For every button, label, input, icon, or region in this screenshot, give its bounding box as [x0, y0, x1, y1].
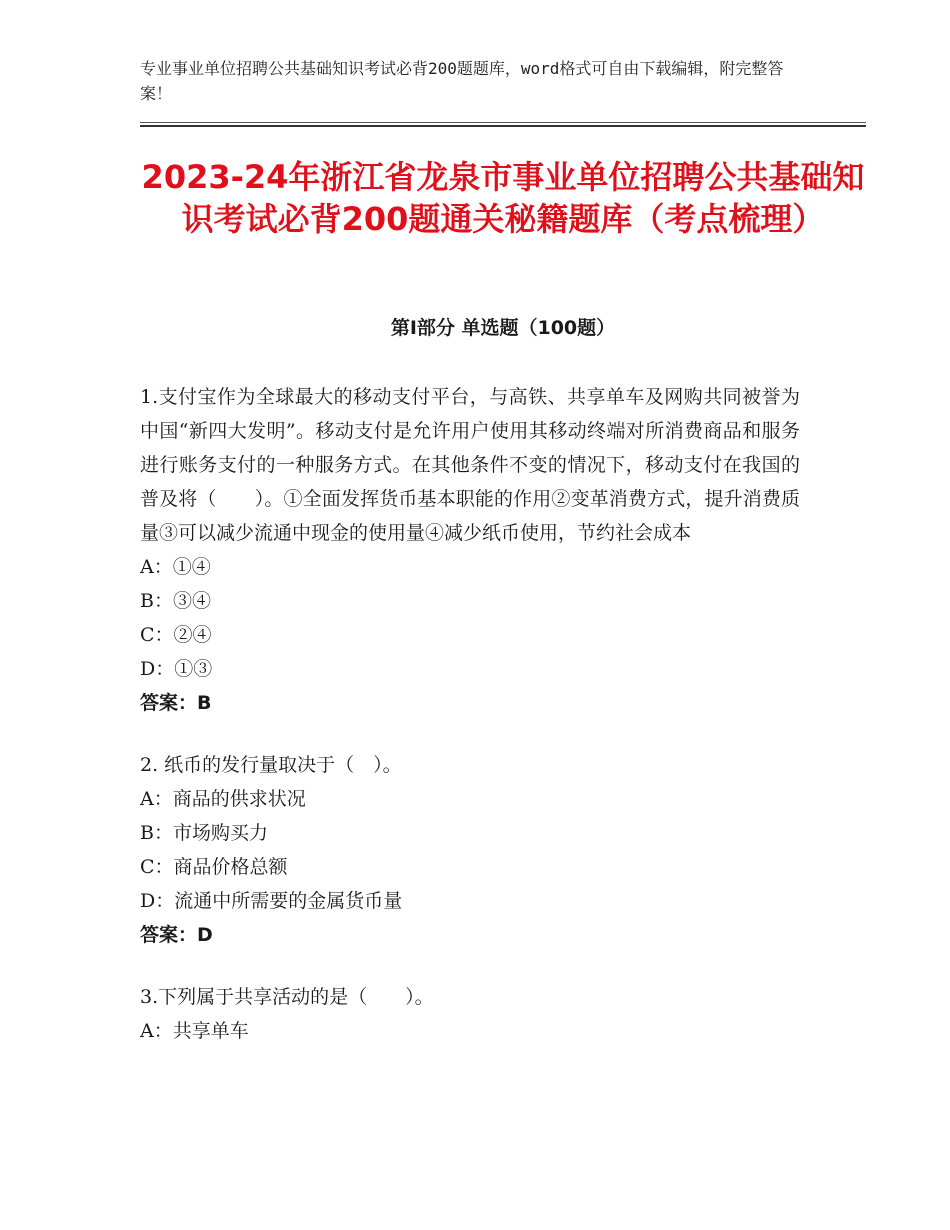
question-stem: 2. 纸币的发行量取决于（ ）。	[140, 754, 402, 776]
option-d: D：流通中所需要的金属货币量	[140, 890, 403, 912]
question-3	[140, 980, 800, 1048]
question-1	[140, 380, 800, 720]
option-b: B：市场购买力	[140, 822, 268, 844]
document-title: 2023-24年浙江省龙泉市事业单位招聘公共基础知识考试必背200题通关秘籍题库（考点梳理）	[141, 158, 865, 238]
option-c: C：商品价格总额	[140, 856, 288, 878]
header-note: 专业事业单位招聘公共基础知识考试必背200题题库，word格式可自由下载编辑，附完整答案！	[140, 59, 784, 103]
question-list	[140, 380, 800, 1076]
answer: 答案：B	[140, 692, 212, 714]
option-a: A：共享单车	[140, 1020, 249, 1042]
option-d: D：①③	[140, 658, 213, 680]
question-stem: 3.下列属于共享活动的是（ ）。	[140, 986, 434, 1008]
header-divider-thin	[140, 122, 866, 123]
answer: 答案：D	[140, 924, 213, 946]
option-a: A：①④	[140, 556, 211, 578]
option-b: B：③④	[140, 590, 211, 612]
question-2	[140, 748, 800, 952]
header-divider-thick	[140, 125, 866, 127]
question-stem: 1.支付宝作为全球最大的移动支付平台，与高铁、共享单车及网购共同被誉为中国“新四大发明”。移动支付是允许用户使用其移动终端对所消费商品和服务进行账务支付的一种服务方式。在其他条件不变的情况下，移动支付在我国的普及将（ ）。①全面发挥货币基本职能的作用②变革消费方式，提升消费质量③可以减少流通中现金的使用量④减少纸币使用，节约社会成本	[140, 386, 800, 544]
option-c: C：②④	[140, 624, 212, 646]
section-title: 第Ⅰ部分 单选题（100题）	[390, 317, 616, 339]
option-a: A：商品的供求状况	[140, 788, 306, 810]
